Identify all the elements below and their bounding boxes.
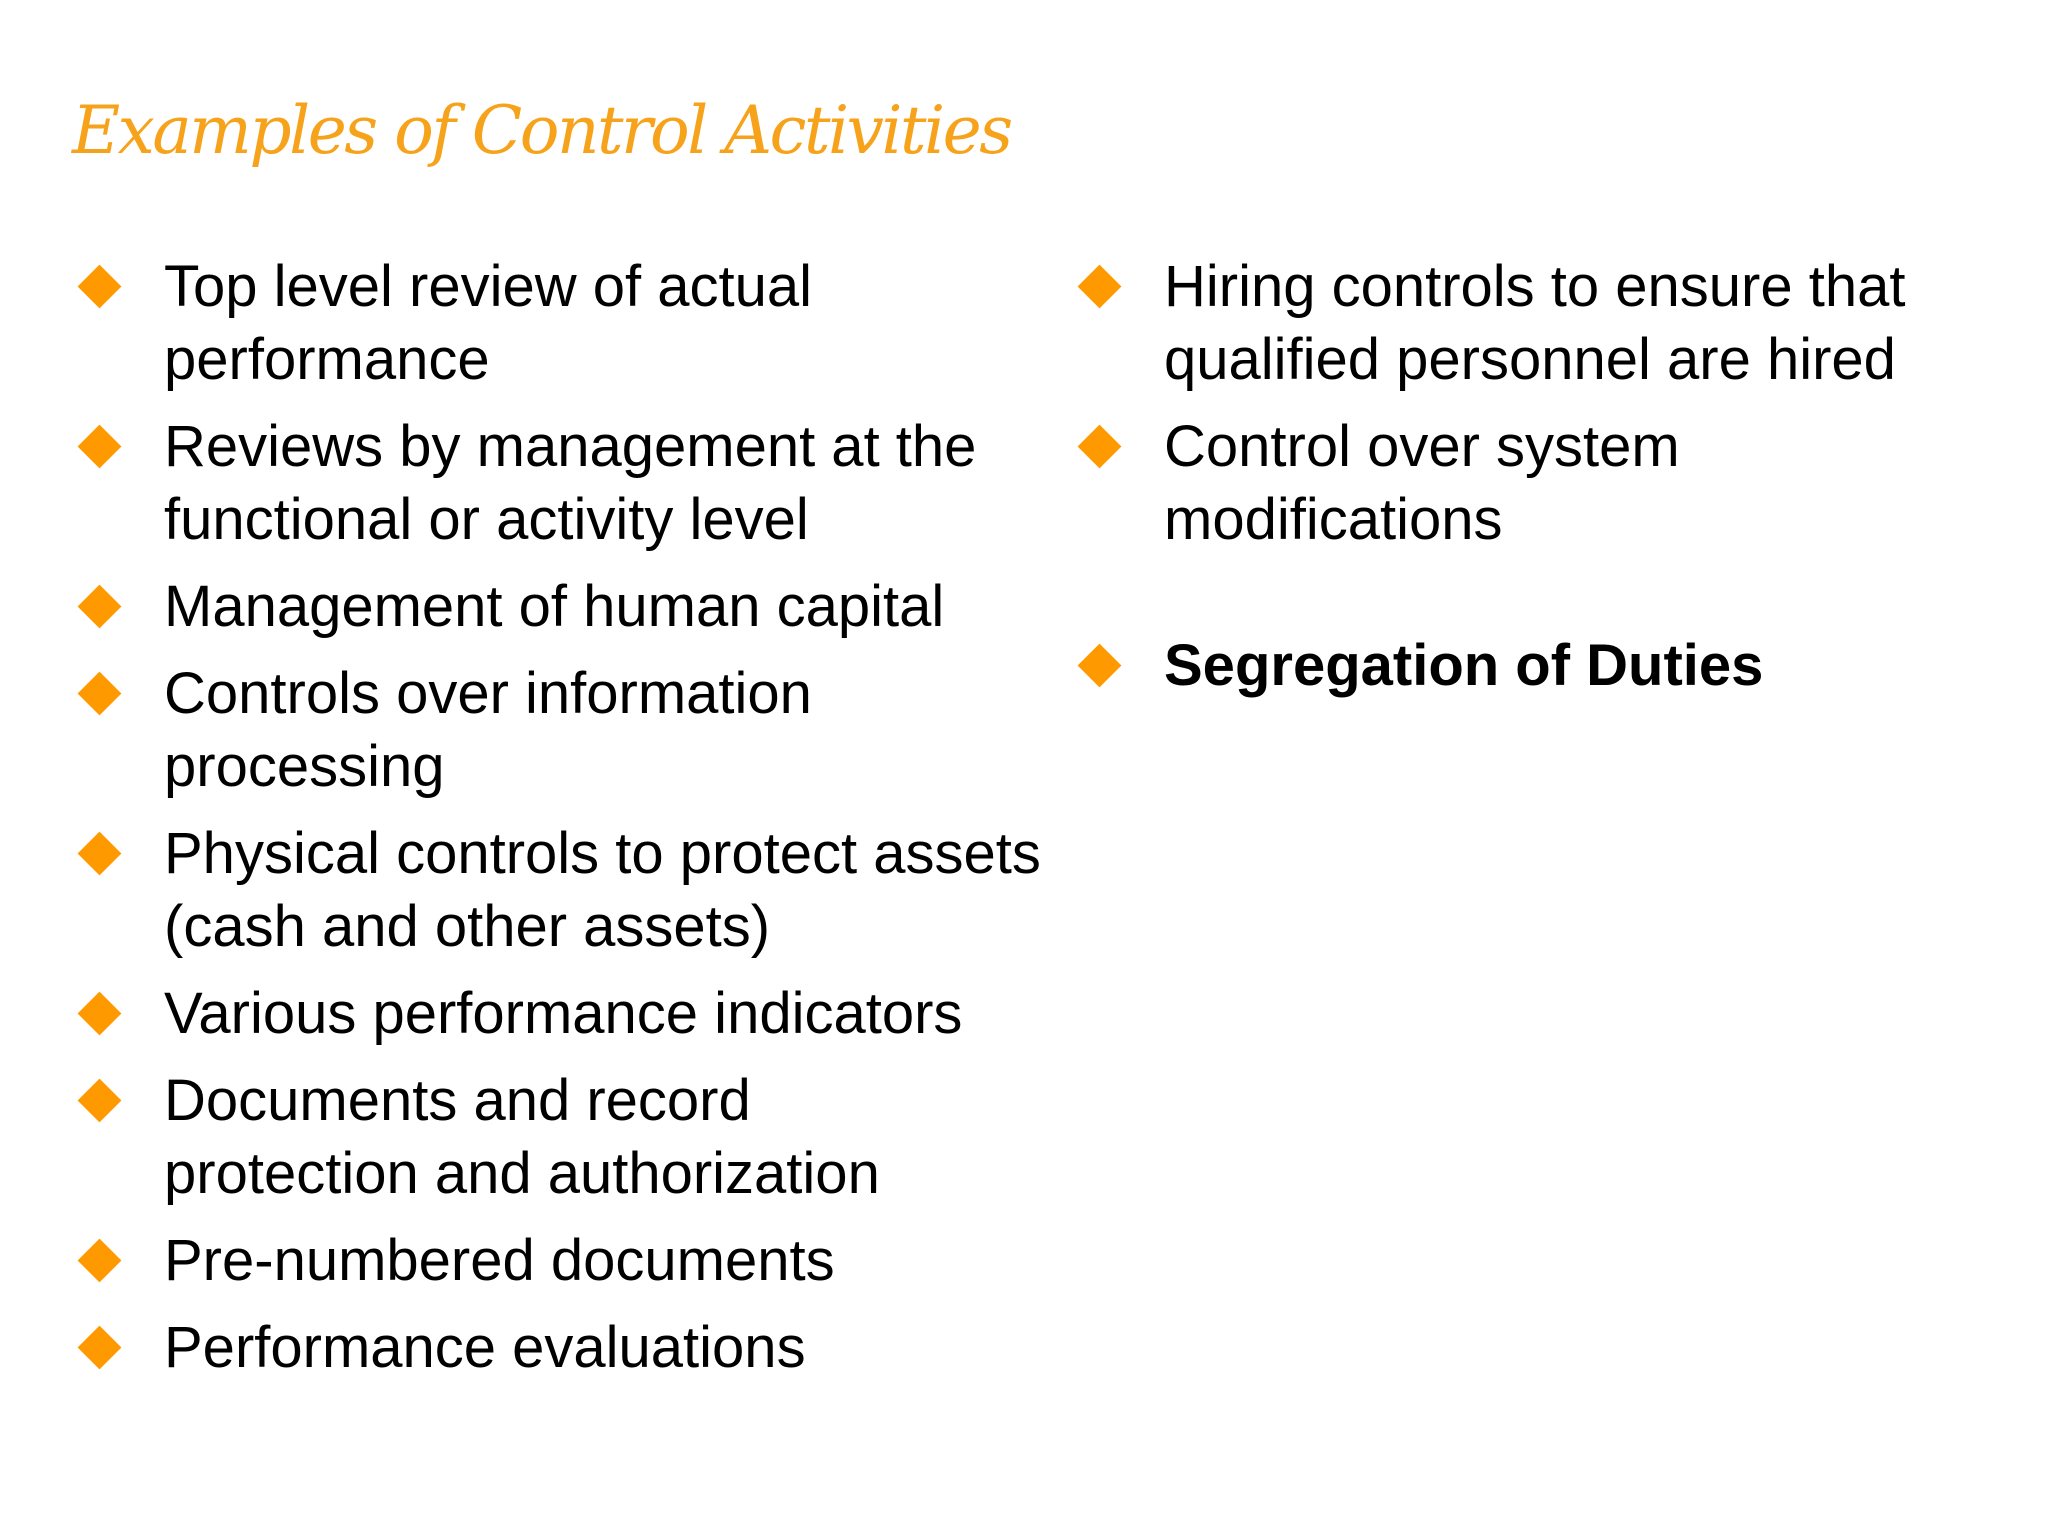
list-item-text: Pre-numbered documents xyxy=(164,1228,835,1293)
list-item xyxy=(78,1064,964,1210)
diamond-bullet-icon xyxy=(78,832,122,876)
diamond-bullet-icon xyxy=(78,992,122,1036)
list-item-text: Top level review of actual performance xyxy=(164,254,812,392)
slide-title: Examples of Control Activities xyxy=(72,92,1011,169)
diamond-bullet-icon xyxy=(78,1239,122,1283)
diamond-bullet-icon xyxy=(78,1079,122,1123)
list-item xyxy=(78,250,964,396)
diamond-bullet-icon xyxy=(78,1326,122,1370)
diamond-bullet-icon xyxy=(1078,265,1122,309)
list-item xyxy=(78,410,1014,556)
list-item-text: Documents and record protection and authorization xyxy=(164,1068,880,1206)
right-bullet-list xyxy=(1078,250,1978,716)
diamond-bullet-icon xyxy=(78,585,122,629)
list-item-text: Performance evaluations xyxy=(164,1315,806,1380)
list-item-text: Hiring controls to ensure that qualified personnel are hired xyxy=(1164,254,1906,392)
list-item-text: Segregation of Duties xyxy=(1164,633,1764,698)
diamond-bullet-icon xyxy=(1078,425,1122,469)
list-item-text: Various performance indicators xyxy=(164,981,963,1046)
list-item xyxy=(78,570,1018,643)
list-item-text: Reviews by management at the functional or activity level xyxy=(164,414,977,552)
list-item xyxy=(1078,410,1864,556)
list-item xyxy=(78,1224,1018,1297)
list-item xyxy=(78,1311,1018,1384)
list-item-highlight xyxy=(1078,629,1978,702)
left-bullet-list xyxy=(78,250,1041,1398)
diamond-bullet-icon xyxy=(78,265,122,309)
diamond-bullet-icon xyxy=(1078,644,1122,688)
list-item-text: Control over system modifications xyxy=(1164,414,1680,552)
diamond-bullet-icon xyxy=(78,425,122,469)
diamond-bullet-icon xyxy=(78,672,122,716)
list-item-text: Management of human capital xyxy=(164,574,945,639)
list-item xyxy=(1078,250,2024,396)
list-item-text: Controls over information processing xyxy=(164,661,812,799)
list-item-text: Physical controls to protect assets (cash and other assets) xyxy=(164,821,1041,959)
list-item xyxy=(78,817,1064,963)
list-item xyxy=(78,657,984,803)
list-item xyxy=(78,977,1018,1050)
